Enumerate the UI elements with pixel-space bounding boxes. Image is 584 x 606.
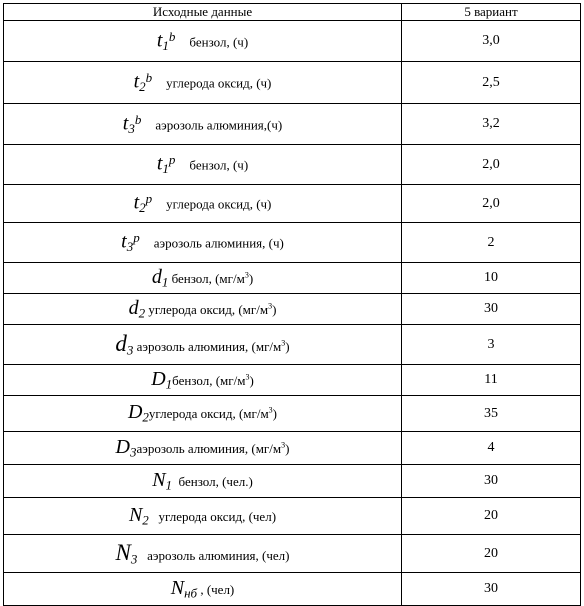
- param-subscript: 1: [165, 477, 173, 493]
- param-cell: [4, 294, 402, 325]
- value-cell: 30: [402, 294, 581, 325]
- param-description: углерода оксид, (чел): [158, 508, 277, 524]
- header-source-data: Исходные данные: [4, 4, 402, 21]
- param-subscript: 1: [162, 160, 169, 176]
- param-symbol: N: [170, 576, 185, 599]
- table-row: [4, 498, 581, 535]
- table-row: [4, 104, 581, 145]
- value-cell: 3: [402, 325, 581, 365]
- param-subscript: 2: [139, 199, 146, 215]
- param-symbol: N: [115, 539, 131, 565]
- value-cell: 2,0: [402, 145, 581, 185]
- param-symbol: t: [156, 28, 163, 51]
- table-row: [4, 396, 581, 432]
- param-symbol: D: [127, 401, 143, 424]
- param-symbol: t: [121, 230, 127, 253]
- table-row: [4, 223, 581, 263]
- param-cell: [4, 396, 402, 432]
- param-subscript: 3: [126, 238, 134, 254]
- unit-superscript: 3: [281, 440, 286, 450]
- table-row: [4, 535, 581, 573]
- param-description-end: ): [272, 406, 278, 422]
- param-description: углерода оксид, (ч): [166, 196, 272, 212]
- param-subscript: 1: [162, 37, 169, 53]
- param-symbol: D: [151, 367, 166, 390]
- value-cell: 30: [402, 465, 581, 498]
- unit-superscript: 3: [244, 270, 249, 280]
- value-cell: 2,5: [402, 62, 581, 104]
- param-subscript: 2: [142, 409, 149, 425]
- param-description-end: ): [248, 270, 254, 286]
- value-cell: 4: [402, 432, 581, 465]
- param-cell: [4, 432, 402, 465]
- param-subscript: нб: [184, 585, 198, 601]
- table-row: [4, 465, 581, 498]
- value-cell: 10: [402, 263, 581, 294]
- value-cell: 20: [402, 498, 581, 535]
- unit-superscript: 3: [268, 301, 273, 311]
- param-symbol: t: [133, 70, 140, 93]
- param-description: бензол, (ч): [189, 33, 249, 49]
- param-description: бензол, (мг/м: [172, 372, 246, 388]
- param-cell: [4, 535, 402, 573]
- param-subscript: 3: [129, 444, 137, 460]
- param-description: углерода оксид, (ч): [166, 75, 272, 91]
- param-symbol: N: [152, 468, 166, 491]
- value-cell: 2,0: [402, 185, 581, 223]
- param-subscript: 1: [165, 376, 173, 392]
- param-cell: [4, 145, 402, 185]
- table-row: [4, 294, 581, 325]
- param-cell: [4, 498, 402, 535]
- param-superscript: b: [168, 28, 176, 44]
- param-symbol: t: [156, 152, 163, 175]
- param-symbol: D: [115, 435, 130, 458]
- unit-superscript: 3: [281, 338, 286, 348]
- param-symbol: t: [122, 111, 129, 134]
- data-table: [3, 3, 581, 606]
- param-superscript: b: [145, 70, 153, 86]
- param-subscript: 2: [138, 305, 146, 321]
- value-cell: 2: [402, 223, 581, 263]
- param-description-end: ): [285, 338, 290, 354]
- param-cell: [4, 223, 402, 263]
- header-variant: 5 вариант: [402, 4, 581, 21]
- value-cell: 35: [402, 396, 581, 432]
- param-cell: [4, 465, 402, 498]
- table-row: [4, 432, 581, 465]
- value-cell: 20: [402, 535, 581, 573]
- param-description: бензол, (ч): [189, 157, 249, 173]
- param-superscript: p: [133, 230, 140, 246]
- table-row: [4, 185, 581, 223]
- value-cell: 30: [402, 573, 581, 606]
- param-description-end: ): [249, 372, 254, 388]
- param-subscript: 3: [130, 551, 138, 567]
- param-description: углерода оксид, (мг/м: [148, 406, 269, 422]
- unit-superscript: 3: [268, 405, 273, 415]
- param-description: аэрозоль алюминия, (чел): [147, 547, 290, 563]
- param-subscript: 2: [142, 512, 149, 528]
- param-symbol: d: [128, 296, 139, 319]
- param-description: аэрозоль алюминия,(ч): [155, 116, 283, 132]
- unit-superscript: 3: [245, 372, 250, 382]
- table-row: [4, 365, 581, 396]
- param-superscript: p: [168, 152, 176, 168]
- param-cell: [4, 263, 402, 294]
- param-subscript: 3: [126, 342, 134, 358]
- table-row: [4, 21, 581, 62]
- table-row: [4, 325, 581, 365]
- value-cell: 3,2: [402, 104, 581, 145]
- param-description-end: ): [272, 301, 277, 317]
- param-subscript: 1: [161, 274, 169, 290]
- param-cell: [4, 104, 402, 145]
- param-symbol: t: [133, 191, 140, 214]
- param-symbol: N: [128, 503, 143, 526]
- param-symbol: d: [151, 265, 162, 288]
- param-description: аэрозоль алюминия, (мг/м: [136, 440, 282, 456]
- param-description: углерода оксид, (мг/м: [148, 301, 269, 317]
- param-cell: [4, 185, 402, 223]
- param-description: аэрозоль алюминия, (ч): [153, 235, 284, 251]
- param-description: бензол, (чел.): [178, 473, 253, 489]
- header-row: [4, 4, 581, 21]
- table-row: [4, 145, 581, 185]
- param-description: аэрозоль алюминия, (мг/м: [136, 338, 282, 354]
- param-cell: [4, 365, 402, 396]
- value-cell: 3,0: [402, 21, 581, 62]
- param-cell: [4, 325, 402, 365]
- param-subscript: 3: [128, 120, 135, 136]
- param-description: , (чел): [200, 581, 235, 597]
- param-subscript: 2: [139, 78, 146, 94]
- table-row: [4, 263, 581, 294]
- param-description-end: ): [285, 440, 290, 456]
- param-superscript: b: [134, 111, 142, 127]
- param-symbol: d: [115, 330, 127, 356]
- param-cell: [4, 21, 402, 62]
- value-cell: 11: [402, 365, 581, 396]
- param-cell: [4, 62, 402, 104]
- param-superscript: p: [145, 191, 153, 207]
- param-description: бензол, (мг/м: [171, 270, 245, 286]
- table-row: [4, 62, 581, 104]
